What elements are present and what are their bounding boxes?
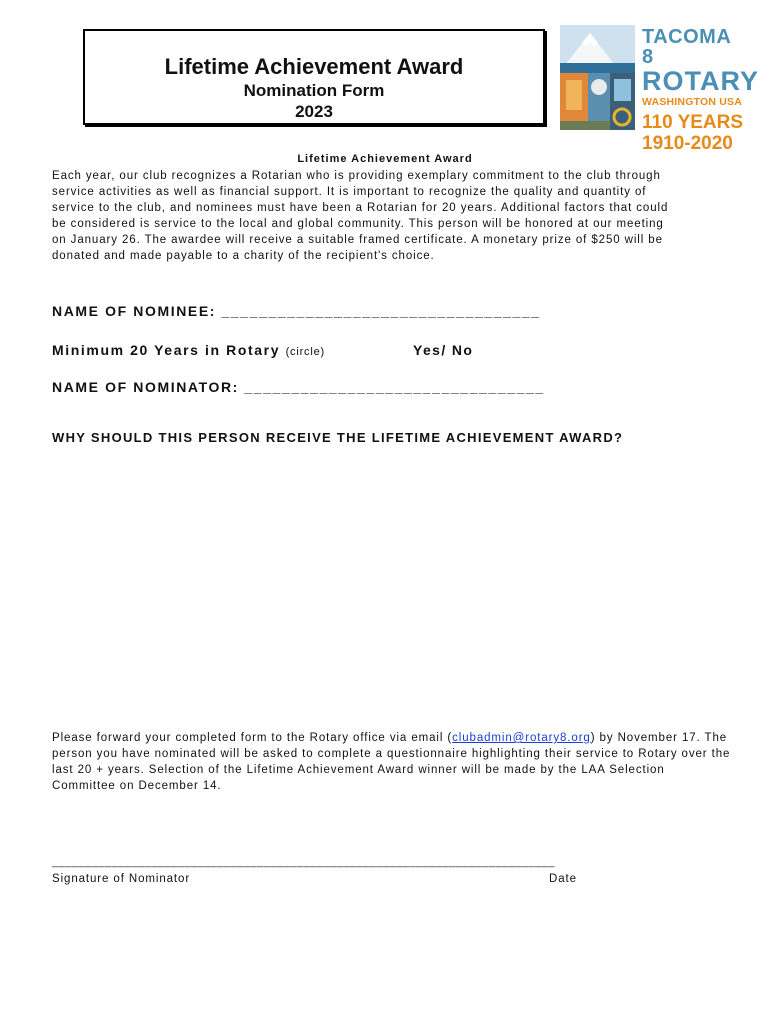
logo-line-years: 110 YEARS bbox=[642, 111, 744, 133]
why-question-heading: WHY SHOULD THIS PERSON RECEIVE THE LIFETIME ACHIEVEMENT AWARD? bbox=[52, 430, 624, 445]
circle-note: (circle) bbox=[285, 346, 325, 358]
email-link[interactable]: clubadmin@rotary8.org bbox=[452, 732, 591, 744]
logo-line-washington: WASHINGTON USA bbox=[642, 96, 743, 108]
instructions-text-after: ) by November 17. The person you have nominated will be asked to complete a questionnaire highlighting their service to Rotary over the last 20 + years. Selection of the Lifetime Achievement Award winner will be made by the LAA Selection Committee on December 14. bbox=[52, 732, 731, 792]
signature-label: Signature of Nominator bbox=[52, 873, 191, 885]
minimum-years-field bbox=[52, 342, 325, 358]
yes-no-choice[interactable]: Yes/ No bbox=[413, 342, 474, 358]
nominee-name-field[interactable]: NAME OF NOMINEE: __________________________________ bbox=[52, 303, 541, 319]
logo-wordmark bbox=[642, 25, 759, 154]
intro-paragraph: Each year, our club recognizes a Rotarian who is providing exemplary commitment to the club through service activities as well as financial support. It is important to recognize the quality and quantity of service to the club, and nominees must have been a Rotarian for 20 years. Additional factors that could be considered is service to the local and global community. This person will be honored at our meeting on January 26. The awardee will receive a suitable framed certificate. A monetary prize of $250 will be donated and made payable to a charity of the recipient's choice. bbox=[52, 170, 669, 262]
intro-heading: Lifetime Achievement Award bbox=[297, 153, 473, 165]
minimum-years-label: Minimum 20 Years in Rotary bbox=[52, 342, 281, 358]
logo-line-tacoma: TACOMA 8 bbox=[642, 26, 731, 68]
logo-line-rotary: ROTARY bbox=[642, 66, 759, 96]
page-year: 2023 bbox=[295, 102, 333, 121]
page-title: Lifetime Achievement Award bbox=[164, 54, 464, 79]
tacoma-collage-logo-image bbox=[560, 25, 635, 130]
instructions-text-before: Please forward your completed form to the Rotary office via email ( bbox=[52, 732, 453, 744]
rotary-logo bbox=[560, 25, 759, 154]
signature-line[interactable]: ____________________________________________________________________________ bbox=[52, 856, 555, 868]
logo-line-dates: 1910-2020 bbox=[642, 132, 733, 154]
submission-instructions bbox=[52, 730, 732, 794]
title-box bbox=[83, 29, 545, 125]
date-label: Date bbox=[549, 873, 577, 885]
nominator-name-field[interactable]: NAME OF NOMINATOR: ________________________________ bbox=[52, 379, 545, 395]
page-subtitle: Nomination Form bbox=[243, 81, 385, 100]
